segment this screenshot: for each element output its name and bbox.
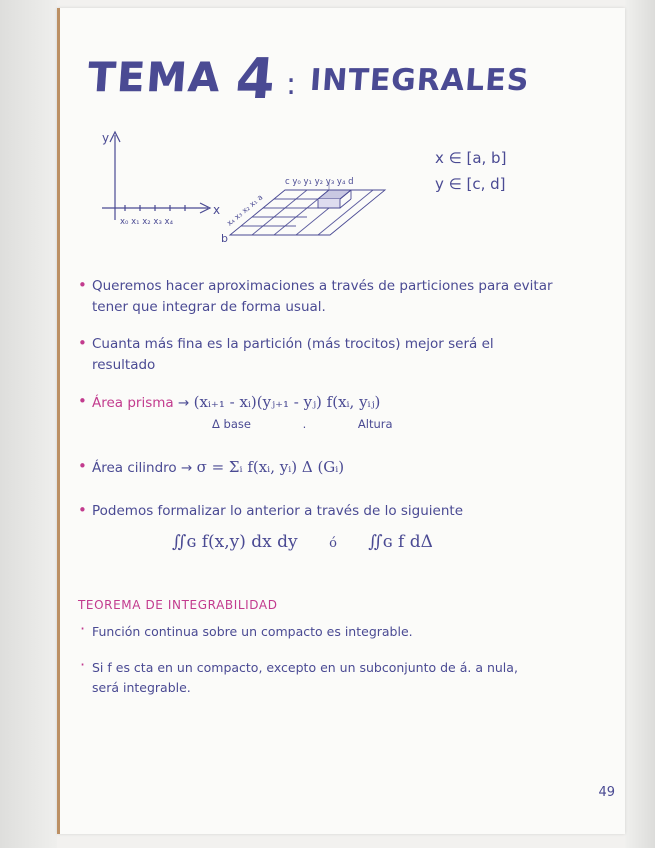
- area-prisma-formula: (xᵢ₊₁ - xᵢ)(yⱼ₊₁ - yⱼ) f(xᵢ, yᵢⱼ): [193, 393, 381, 411]
- title-word-tema: TEMA: [86, 55, 223, 101]
- figure-left-label: b: [221, 232, 228, 245]
- area-cilindro-formula: σ = Σᵢ f(xᵢ, yᵢ) Δ (Gᵢ): [196, 458, 345, 476]
- figure-y-label: y: [102, 131, 110, 145]
- formalizacion-formula-left: ∬ɢ f(x,y) dx dy: [172, 532, 298, 552]
- area-prisma-dot: .: [302, 417, 307, 431]
- title-word-integrales: INTEGRALES: [308, 63, 531, 98]
- note-particion-fina-text: Cuanta más fina es la partición (más trocitos) mejor será el resultado: [92, 336, 494, 373]
- theorem-item-discontinua-medida-nula-text: Si f es cta en un compacto, excepto en un subconjunto de á. a nula, será integrable.: [92, 660, 518, 695]
- area-prisma-arrow: →: [177, 395, 190, 411]
- area-cilindro-label: Área cilindro: [92, 460, 177, 476]
- formalizacion-text: Podemos formalizar lo anterior a través de lo siguiente: [92, 503, 463, 519]
- domain-x-range: x ∈ [a, b]: [435, 149, 507, 167]
- title-colon: :: [286, 67, 297, 102]
- theorem-item-continua-compacto-text: Función continua sobre un compacto es integrable.: [92, 624, 413, 639]
- page-number: 49: [598, 785, 615, 800]
- theorem-item-discontinua-medida-nula: [78, 658, 548, 698]
- page-left-shadow: [0, 0, 57, 848]
- theorem-item-continua-compacto: [78, 622, 548, 642]
- note-formalizacion: [78, 501, 558, 554]
- figure-left-ticks: x₄ x₃ x₂ x₁ a: [225, 192, 265, 228]
- note-area-prisma: [78, 392, 558, 435]
- note-particion-fina: [78, 334, 558, 376]
- theorem-heading: TEOREMA DE INTEGRABILIDAD: [78, 598, 278, 612]
- margin-rule-line: [57, 8, 60, 834]
- figure-x-ticks: x₀ x₁ x₂ x₃ x₄: [120, 217, 173, 227]
- page-right-shadow: [625, 0, 655, 848]
- area-prisma-underlabels: [212, 417, 441, 431]
- formalizacion-formulas: [172, 532, 558, 554]
- area-prisma-altura-label: Altura: [357, 417, 393, 431]
- formalizacion-formula-right: ∬ɢ f dΔ: [368, 532, 433, 552]
- domain-y-range: y ∈ [c, d]: [435, 175, 506, 193]
- theorem-items: [78, 622, 548, 714]
- note-aproximaciones-text: Queremos hacer aproximaciones a través de particiones para evitar tener que integrar de forma usual.: [92, 278, 553, 315]
- formalizacion-or: ó: [329, 536, 337, 551]
- axes-and-surface-figure: [80, 120, 410, 255]
- note-aproximaciones: [78, 276, 558, 318]
- page-title: [86, 47, 558, 115]
- area-prisma-label: Área prisma: [92, 395, 174, 411]
- notes-list: [78, 276, 558, 570]
- figure-top-label: c y₀ y₁ y₂ y₃ y₄ d: [285, 177, 354, 187]
- domain-note: [435, 145, 506, 197]
- title-chapter-number: 4: [233, 47, 278, 112]
- note-area-cilindro: [78, 457, 558, 479]
- figure-x-label: x: [213, 203, 221, 217]
- area-prisma-base-label: Δ base: [212, 417, 251, 431]
- area-cilindro-arrow: →: [180, 460, 193, 476]
